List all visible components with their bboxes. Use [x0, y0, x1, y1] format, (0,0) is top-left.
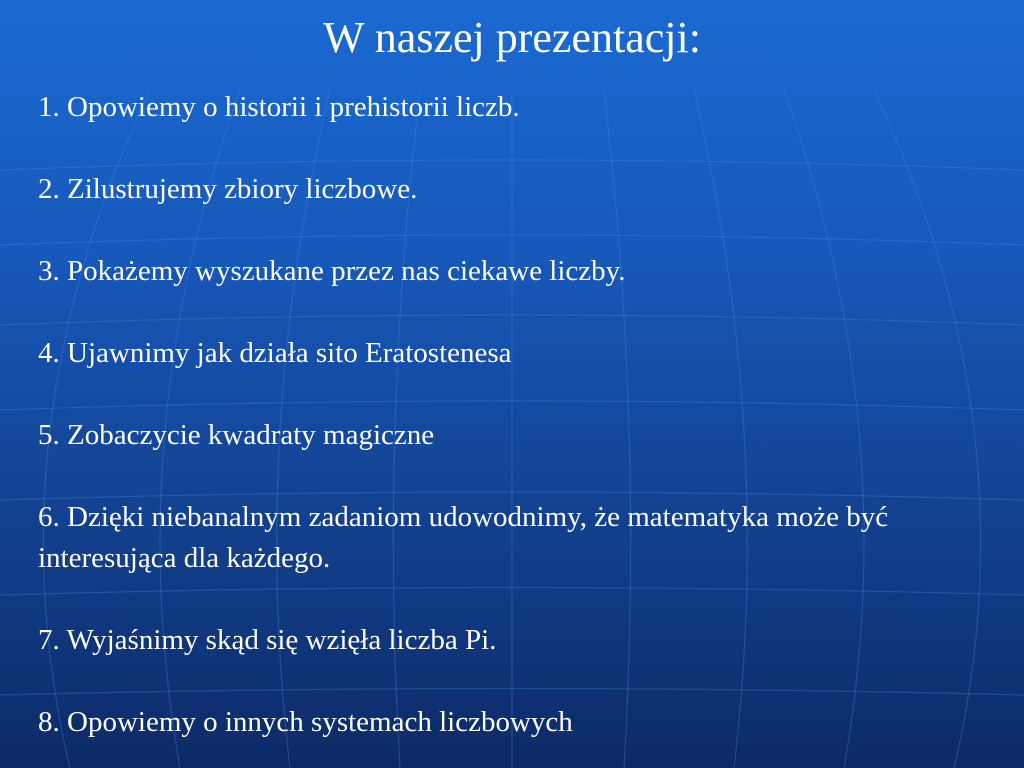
list-item: 3. Pokażemy wyszukane przez nas ciekawe liczby. [38, 255, 626, 287]
list-item: 4. Ujawnimy jak działa sito Eratostenesa [38, 337, 512, 369]
list-item: 7. Wyjaśnimy skąd się wzięła liczba Pi. [38, 624, 497, 656]
list-item: 2. Zilustrujemy zbiory liczbowe. [38, 173, 418, 205]
list-item: 8. Opowiemy o innych systemach liczbowych [38, 706, 573, 738]
presentation-agenda-list [38, 87, 978, 743]
list-item: 5. Zobaczycie kwadraty magiczne [38, 419, 435, 451]
list-item: 1. Opowiemy o historii i prehistorii liczb. [38, 91, 520, 123]
slide-title: W naszej prezentacji: [323, 13, 701, 62]
list-item: 6. Dzięki niebanalnym zadaniom udowodnimy, że matematyka może być interesująca dla każdego. [38, 501, 889, 574]
